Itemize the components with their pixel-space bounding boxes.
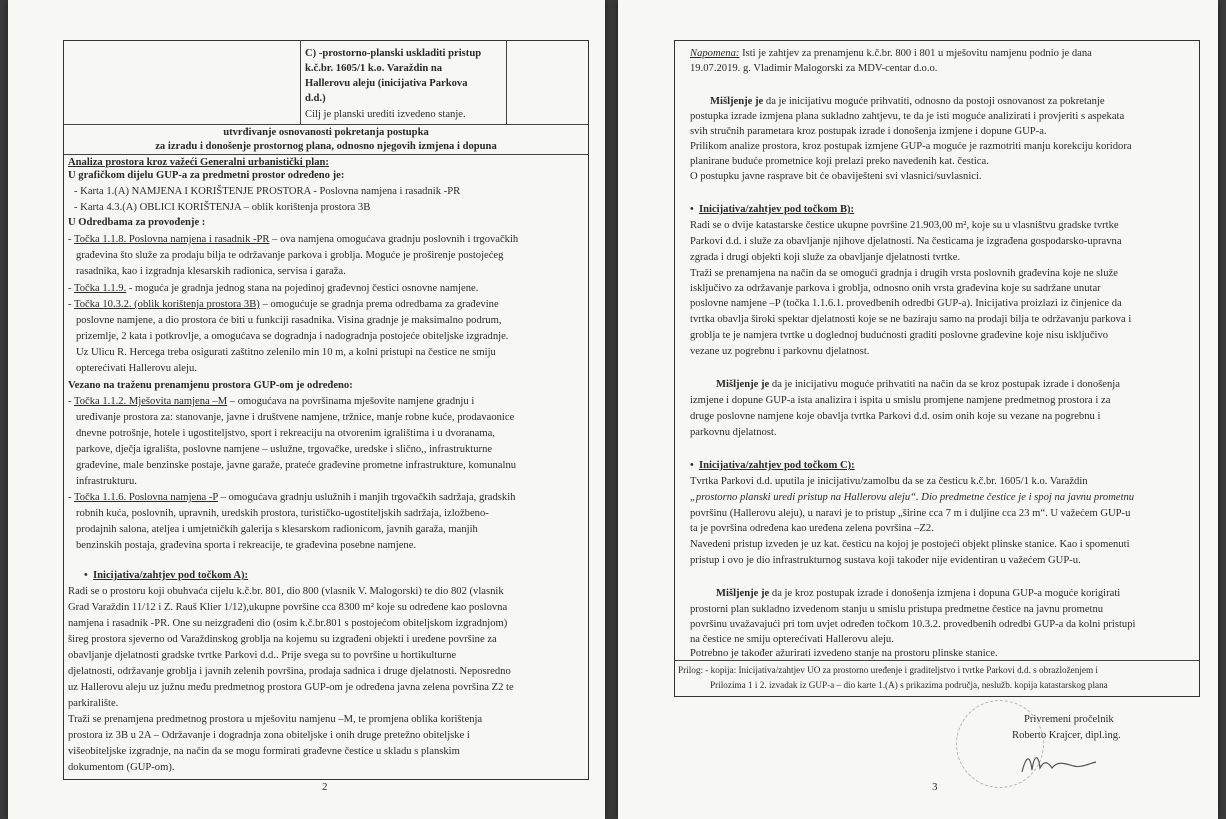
provision-line: opterećivati Hallerovu aleju.	[76, 363, 197, 374]
provisions-heading: U Odredbama za provođenje :	[68, 217, 206, 228]
linked-heading: Vezano na traženu prenamjenu prostora GUP-om je određeno:	[68, 380, 353, 391]
page-number: 2	[322, 781, 328, 793]
paragraph-line: Traži se prenamjena na način da se omogući gradnja i drugih vrsta poslovnih građevina koje ne služe	[690, 268, 1118, 279]
paragraph-line: dokumentom (GUP-om).	[68, 762, 175, 773]
paragraph-line: pristup i ovo je dio infrastrukturnog sustava koji također nije evidentiran u važećem GUP-u.	[690, 555, 1081, 566]
header-line: d.d.)	[305, 93, 326, 104]
provision-112: - Točka 1.1.2. Mješovita namjena –M – omogućava na površinama mješovite namjene gradnju i	[68, 396, 475, 407]
paragraph-line: O postupku javne rasprave bit će obaviješteni svi vlasnici/suvlasnici.	[690, 171, 982, 182]
paragraph-line: Grad Varaždin 11/12 i Z. Rauš Klier 1/12),ukupne površine cca 8300 m² koje su određene kao poslovna	[68, 602, 508, 613]
attachment-line: Prilog: - kopija: Inicijativa/zahtjev UO za prostorno uređenje i graditeljstvo i tvrtke Parkovi d.d. s obrazloženjem i	[678, 665, 1098, 675]
page-number: 3	[932, 781, 938, 793]
paragraph-line: djelatnosti, održavanje groblja i javnih zelenih površina, prodaja sadnica i druge djelatnosti. Neposredno	[68, 666, 511, 677]
paragraph-line: druge poslovne namjene koje obavlja tvrtka Parkovi d.d. osim onih koje su vezane na pogrebnu i	[690, 411, 1101, 422]
paragraph-line: obavljanje djelatnosti gradske tvrtke Parkovi d.d.. Prije svega su to površine u hortikulturne	[68, 650, 457, 661]
header-divider	[300, 40, 301, 124]
paragraph-line: prostorni plan sukladno izvedenom stanju u smislu pristupa predmetne čestice na javnu prometnu	[690, 604, 1104, 615]
paragraph-line: Tvrtka Parkovi d.d. uputila je inicijativu/zamolbu da se za česticu k.č.br. 1605/1 k.o. Varaždin	[690, 476, 1088, 487]
header-line: k.č.br. 1605/1 k.o. Varaždin na	[305, 63, 443, 74]
paragraph-line: uz Hallerovu aleju uz južnu među predmetnog prostora GUP-om je određena javna zelena površina Z2 te	[68, 682, 514, 693]
header-line: Hallerovu aleju (inicijativa Parkova	[305, 78, 468, 89]
handwritten-signature	[1018, 746, 1098, 780]
provision-line: dnevne potrošnje, hotele i ugostiteljstvo, sport i rekreaciju na otvorenim igralištima i u dvoranama,	[76, 428, 495, 439]
provision-line: građevine, male benzinske postaje, javne garaže, prateće građevine prometne infrastrukture, komunalnu	[76, 460, 517, 471]
map-item: - Karta 1.(A) NAMJENA I KORIŠTENJE PROSTORA - Poslovna namjena i rasadnik -PR	[74, 186, 461, 197]
provision-line: građevina što služe za prodaju bilja te održavanje parkova i groblja. Moguće je proširenje postojećeg	[76, 250, 504, 261]
paragraph-line: poslovne namjene –P (točka 1.1.6.1. provedbenih odredbi GUP-a). Inicijativa proizlazi iz činjenice da	[690, 298, 1122, 309]
provision-line: robnih kuća, poslovnih, upravnih, uredskih prostora, turističko-ugostiteljskih sadržaja, izložbeno-	[76, 508, 489, 519]
paragraph-line: Traži se prenamjena predmetnog prostora u mješovitu namjenu –M, te promjena oblika korištenja	[68, 714, 483, 725]
opinion-c: Mišljenje je da je kroz postupak izrade i donošenja izmjena i dopuna GUP-a moguće korigirati	[716, 588, 1121, 599]
paragraph-line: postupka izrade izmjena plana sukladno zahtjevu, te da je isti moguće analizirati i provjeriti s aspekata	[690, 111, 1125, 122]
signature-name: Roberto Krajcer, dipl.ing.	[1012, 730, 1121, 741]
attachment-line: Prilozima 1 i 2. izvadak iz GUP-a – dio karte 1.(A) s prikazima područja, neslužb. kopija katastarskog plana	[710, 680, 1108, 690]
paragraph-line: Navedeni pristup izveden je uz kat. česticu na kojoj je postojeći objekt plinske stanice. Kao i spomenuti	[690, 539, 1130, 550]
paragraph-line: ta je površina određena kao uređena zelena površina –Z2.	[690, 523, 934, 534]
provision-line: poslovne namjene, a dio prostora će biti u funkciji rasadnika. Visina gradnje je maksimalno podrum,	[76, 315, 502, 326]
paragraph-line: na čestice ne smiju opterećivati Hallerovu aleju.	[690, 634, 894, 645]
paragraph-line: planirane buduće prometnice koji prelazi preko navedenih kat. čestica.	[690, 156, 989, 167]
paragraph-line: namjena i rasadnik -PR. One su neizgrađeni dio (osim k.č.br.801 s postojećom obiteljskom izgradnjom)	[68, 618, 508, 629]
provision-line: parkove, dječja igrališta, poslovne namjene – uslužne, trgovačke, uredske i slično,, infrastrukturne	[76, 444, 493, 455]
paragraph-line: površinu (Hallerovu aleju), u naravi je to pristup „širine cca 7 m i duljine cca 23 m“. U važećem GUP-u	[690, 508, 1131, 519]
paragraph-line: Prilikom analize prostora, kroz postupak izmjene GUP-a moguće je razmotriti manju korekciju koridora	[690, 141, 1132, 152]
provision-ref: Točka 1.1.8. Poslovna namjena i rasadnik -PR	[74, 234, 270, 245]
paragraph-line: vezane uz pogrebnu i parkovnu djelatnost.	[690, 346, 870, 357]
signature-title: Privremeni pročelnik	[1024, 714, 1114, 725]
page-right	[618, 0, 1218, 819]
note-line: Napomena: Isti je zahtjev za prenamjenu k.č.br. 800 i 801 u mješovitu namjenu podnio je dana	[690, 48, 1092, 59]
paragraph-line: površinu uvažavajući pri tom uvjet određen točkom 10.3.2. provedbenih odredbi GUP-a da kolni pristupi	[690, 619, 1136, 630]
header-line: Cilj je planski urediti izvedeno stanje.	[305, 109, 466, 120]
analysis-heading: Analiza prostora kroz važeći Generalni urbanistički plan:	[68, 157, 329, 168]
paragraph-line: prostora iz 3B u 2A – Održavanje i dogradnja zona obiteljske i onih druge pretežno obiteljske i	[68, 730, 470, 741]
provision-line: infrastrukturu.	[76, 476, 137, 487]
paragraph-line: višeobiteljske izgradnje, na način da se mogu formirati građevne čestice u skladu s planskim	[68, 746, 460, 757]
paragraph-line: Radi se o dvije katastarske čestice ukupne površine 21.903,00 m², koje su u vlasništvu gradske tvrtke	[690, 220, 1119, 231]
provision-line: Uz Ulicu R. Hercega treba osigurati zaštitno zelenilo min 10 m, a kolni pristupi na čestice ne smiju	[76, 347, 496, 358]
table-title: utvrđivanje osnovanosti pokretanja postupka	[223, 127, 429, 138]
paragraph-line: zgrada i drugi objekti koji služe za obavljanje djelatnosti tvrtke.	[690, 252, 961, 263]
page-left	[8, 0, 605, 819]
row-divider	[64, 124, 588, 125]
row-divider	[64, 154, 588, 155]
header-line: C) -prostorno-planski uskladiti pristup	[305, 48, 482, 59]
table-title: za izradu i donošenje prostornog plana, odnosno njegovih izmjena i dopuna	[155, 141, 497, 152]
paragraph-line: izmjene i dopune GUP-a ista analizira i ispita u smislu promjene namjene predmetnog prostora i za	[690, 395, 1111, 406]
paragraph-line: tvrtka obavlja široki spektar djelatnosti koje se ne baziraju samo na prodaji bilja te održavanju parkova i	[690, 314, 1132, 325]
opinion-b: Mišljenje je da je inicijativu moguće prihvatiti na način da se kroz postupak izrade i donošenja	[716, 379, 1120, 390]
paragraph-line: Potrebno je također ažurirati izvedeno stanje na prostoru plinske stanice.	[690, 648, 998, 659]
provision-119: - Točka 1.1.9. - moguća je gradnja jednog stana na pojedinoj građevnoj čestici osnovne namjene.	[68, 283, 479, 294]
note-line: 19.07.2019. g. Vladimir Malogorski za MDV-centar d.o.o.	[690, 63, 938, 74]
paragraph-line: „prostorno planski uredi pristup na Hallerovu aleju“. Dio predmetne čestice je i spoj na javnu prometnu	[690, 492, 1135, 503]
paragraph-line: Radi se o prostoru koji obuhvaća cijelu k.č.br. 801, dio 800 (vlasnik V. Malogorski) te dio 802 (vlasnik	[68, 586, 504, 597]
paragraph-line: groblja te je namjera tvrtke u doglednoj budućnosti graditi poslovne građevine koje nisu isključivo	[690, 330, 1109, 341]
paragraph-line: svih stručnih parametara kroz postupak izrade i donošenja izmjene i dopune GUP-a.	[690, 126, 1047, 137]
paragraph-line: šireg prostora sjeverno od Varaždinskog groblja na kojemu su izgrađeni objekti i uređene površine za	[68, 634, 497, 645]
initiative-c-heading: • Inicijativa/zahtjev pod točkom C):	[690, 460, 855, 471]
provision-line: prizemlje, 2 kata i potkrovlje, a omogućava se dogradnja i nadogradnja postojeće obiteljske izgradnje.	[76, 331, 509, 342]
opinion-a: Mišljenje je da je inicijativu moguće prihvatiti, odnosno da postoji osnovanost za pokretanje	[710, 96, 1105, 107]
provision-1032: - Točka 10.3.2. (oblik korištenja prostora 3B) – omogućuje se gradnja prema odredbama za građevine	[68, 299, 499, 310]
provision-line: rasadnika, kao i izgradnja klesarskih radionica, servisa i garaža.	[76, 266, 346, 277]
header-divider	[506, 40, 507, 124]
initiative-a-heading: • Inicijativa/zahtjev pod točkom A):	[84, 570, 249, 581]
provision-116: - Točka 1.1.6. Poslovna namjena -P – omogućava gradnju uslužnih i manjih trgovačkih sadržaja, gradskih	[68, 492, 516, 503]
provision-line: uređivanje prostora za: stanovanje, javne i društvene namjene, tržnice, manje robne kuće, prodavaonice	[76, 412, 515, 423]
paragraph-line: parkovnu djelatnost.	[690, 427, 777, 438]
paragraph-line: isključivo za održavanje parkova i groblja, odnosno onih vrsta građevina koje su sadržane unutar	[690, 283, 1101, 294]
map-item: - Karta 4.3.(A) OBLICI KORIŠTENJA – oblik korištenja prostora 3B	[74, 202, 371, 213]
paragraph-line: parkiralište.	[68, 698, 119, 709]
graphic-heading: U grafičkom dijelu GUP-a za predmetni prostor određeno je:	[68, 170, 345, 181]
provision-line: prodajnih salona, ateljea i umjetničkih galerija s klesarskom radionicom, javnih garaža, manjih	[76, 524, 478, 535]
provision-118: - Točka 1.1.8. Poslovna namjena i rasadnik -PR – ova namjena omogućava gradnju poslovnih i trgovačkih	[68, 234, 519, 245]
initiative-b-heading: • Inicijativa/zahtjev pod točkom B):	[690, 204, 855, 215]
paragraph-line: Parkovi d.d. i služe za obavljanje njihove djelatnosti. Na česticama je izgrađena gospodarsko-upravna	[690, 236, 1122, 247]
provision-line: benzinskih postaja, građevina sporta i rekreacije, te građevina posebne namjene.	[76, 540, 417, 551]
